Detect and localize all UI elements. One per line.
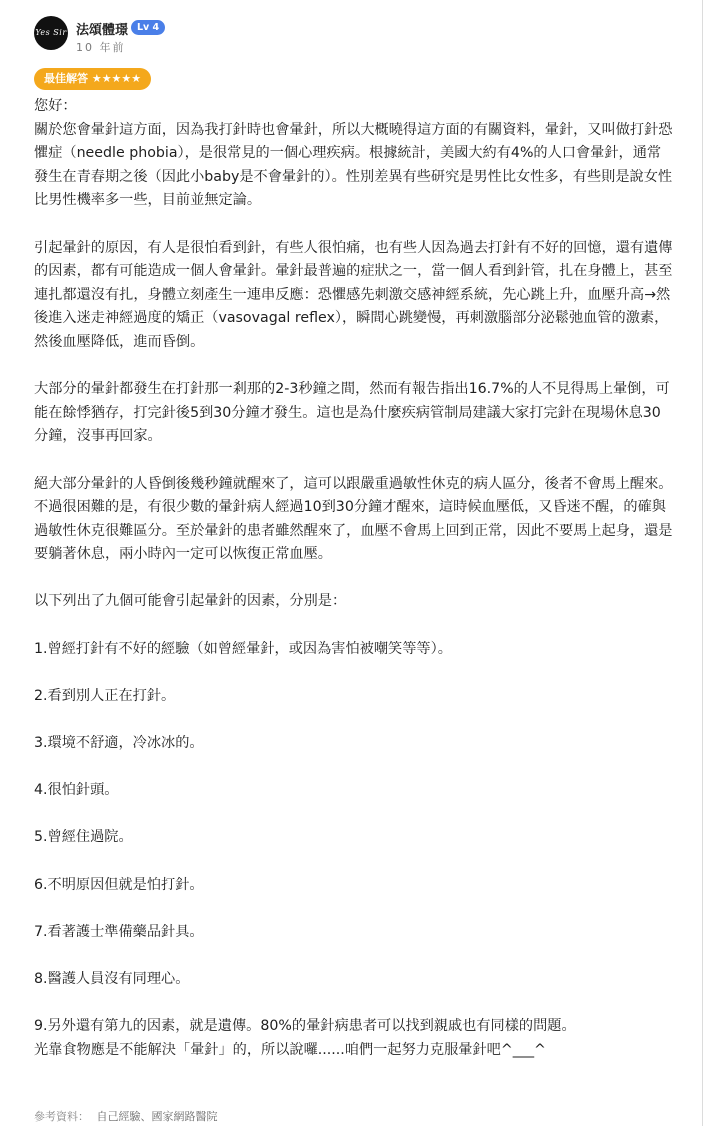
level-badge: Lv 4 <box>131 20 165 35</box>
answer-body: 您好： 關於您會暈針這方面，因為我打針時也會暈針，所以大概曉得這方面的有關資料，暈針，又叫做打針恐懼症（needle phobia），是很常見的一個心理疾病。根據統計，美國大約有4%的人口會暈針，通常發生在青春期之後（因此小baby是不會暈針的）。性別差異有些研究是男性比女性多，有些則是說女性比男性機率多一些，目前並無定論。 引起暈針的原因，有人是很怕看到針，有些人很怕痛，也有些人因為過去打針有不好的回憶，還有遺傳的因素，都有可能造成一個人會暈針。暈針最普遍的症狀之一，當一個人看到針管，扎在身體上，甚至連扎都還沒有扎，身體立刻產生一連串反應：恐懼感先刺激交感神經系統，先心跳上升，血壓升高→然後進入迷走神經過度的矯正（vasovagal reflex），瞬間心跳變慢，再刺激腦部分泌鬆弛血管的激素，然後血壓降低，進而昏倒。 大部分的暈針都發生在打針那一剎那的2-3秒鐘之間，然而有報告指出16.7%的人不見得馬上暈倒，可能在餘悸猶存，打完針後5到30分鐘才發生。這也是為什麼疾病管制局建議大家打完針在現場休息30分鐘，沒事再回家。 絕大部分暈針的人昏倒後幾秒鐘就醒來了，這可以跟嚴重過敏性休克的病人區分，後者不會馬上醒來。不過很困難的是，有很少數的暈針病人經過10到30分鐘才醒來，這時候血壓低，又昏迷不醒，的確與過敏性休克很難區分。至於暈針的患者雖然醒來了，血壓不會馬上回到正常，因此不要馬上起身，還是要躺著休息，兩小時內一定可以恢復正常血壓。 以下列出了九個可能會引起暈針的因素，分別是： 1.曾經打針有不好的經驗（如曾經暈針，或因為害怕被嘲笑等等）。 2.看到別人正在打針。 3.環境不舒適，冷冰冰的。 4.很怕針頭。 5.曾經住過院。 6.不明原因但就是怕打針。 7.看著護士準備藥品針具。 8.醫護人員沒有同理心。 9.另外還有第九的因素，就是遺傳。80%的暈針病患者可以找到親戚也有同樣的問題。 光靠食物應是不能解決「暈針」的，所以說囉......咱們一起努力克服暈針吧^___^ <box>34 98 673 1058</box>
post-time: 10 年前 <box>76 41 126 54</box>
references <box>34 1108 218 1124</box>
avatar[interactable]: Yes Sir <box>34 16 68 50</box>
author-name[interactable]: 法頌體璟 <box>76 23 129 38</box>
references-value: 自己經驗、國家網路醫院 <box>96 1110 218 1123</box>
best-answer-badge: 最佳解答 ★★★★★ <box>34 68 151 90</box>
references-label: 參考資料： <box>34 1110 89 1123</box>
